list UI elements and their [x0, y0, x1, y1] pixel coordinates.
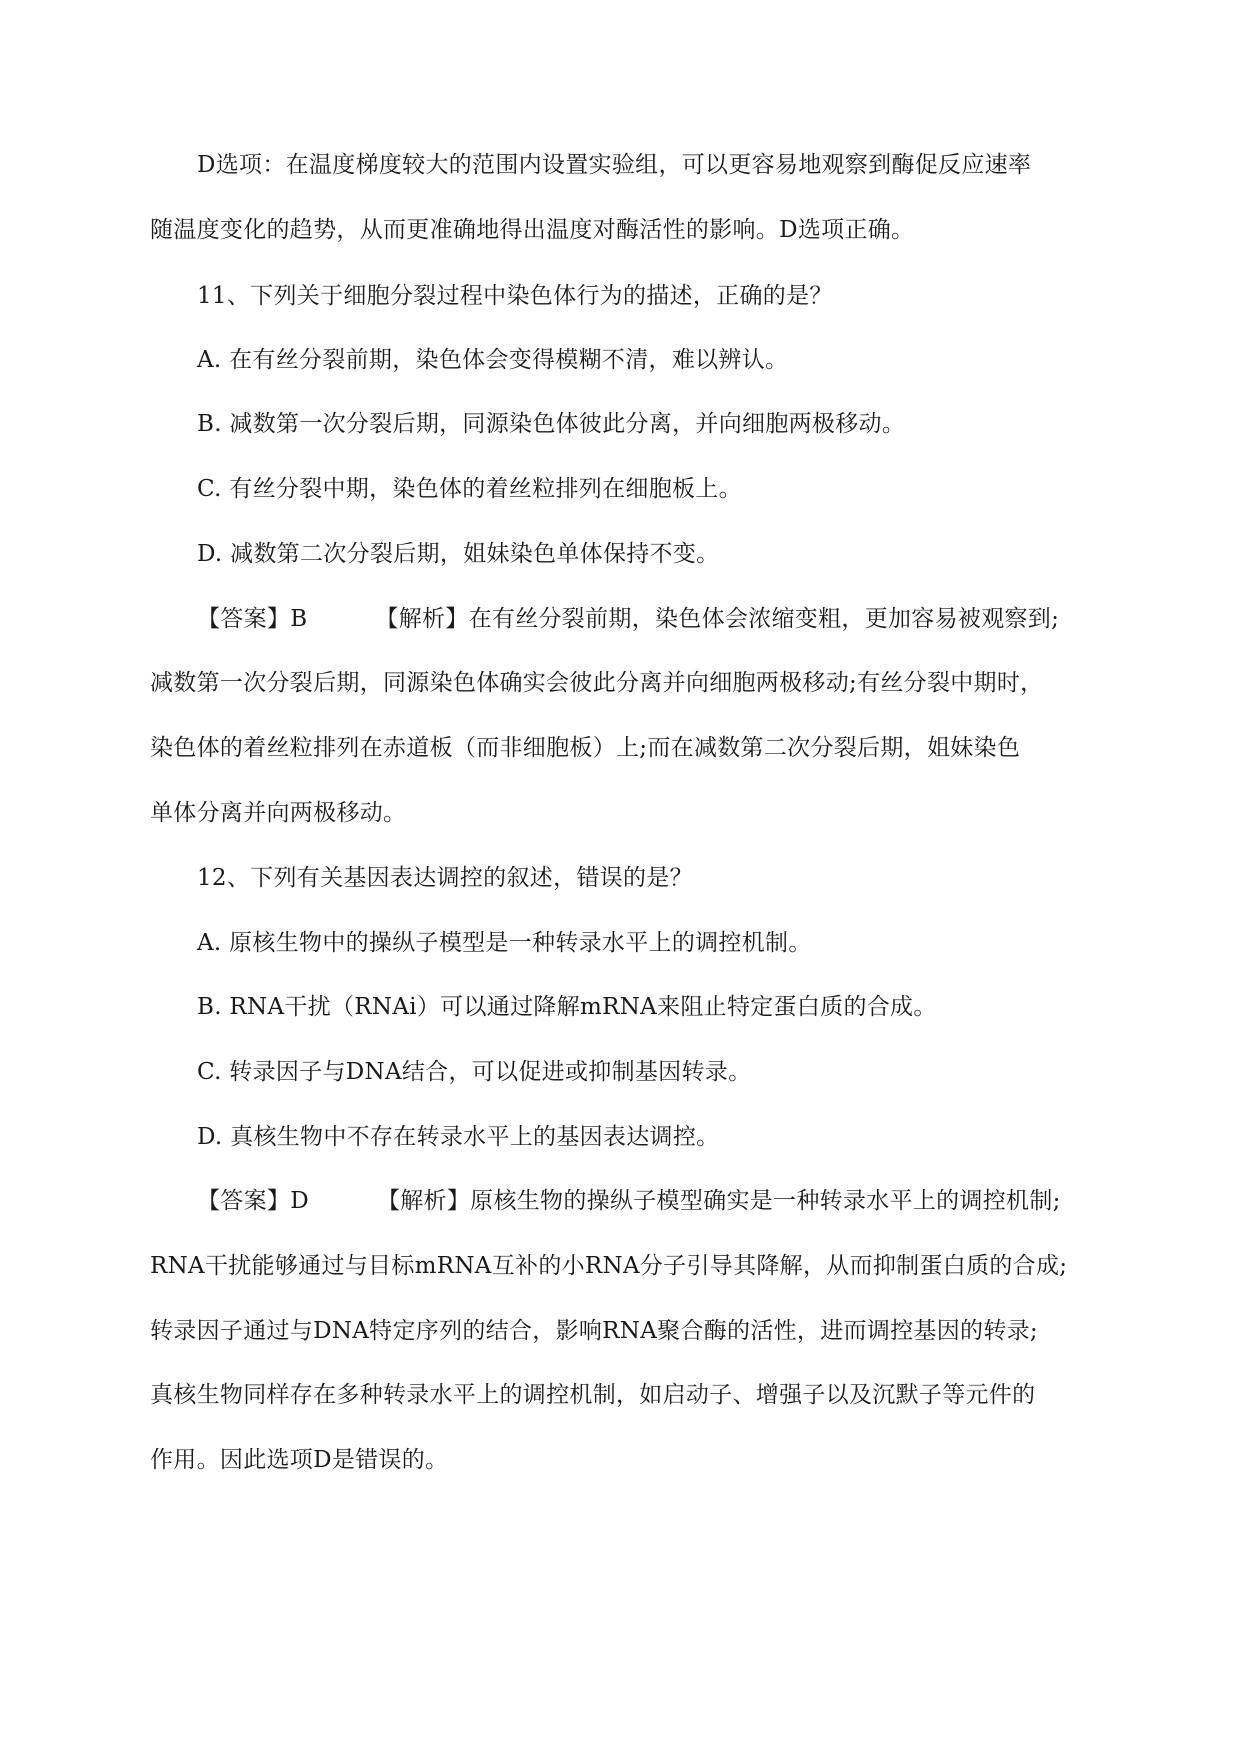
question-12-stem: 12、下列有关基因表达调控的叙述，错误的是？: [197, 865, 693, 891]
paragraph-line: RNA干扰能够通过与目标mRNA互补的小RNA分子引导其降解，从而抑制蛋白质的合成;: [150, 1253, 1068, 1279]
paragraph-line: 作用。因此选项D是错误的。: [150, 1447, 449, 1473]
question-11-option-c: C. 有丝分裂中期，染色体的着丝粒排列在细胞板上。: [197, 476, 742, 502]
question-11-option-a: A. 在有丝分裂前期，染色体会变得模糊不清，难以辨认。: [197, 347, 789, 373]
question-12-option-c: C. 转录因子与DNA结合，可以促进或抑制基因转录。: [197, 1059, 752, 1085]
paragraph-line: D选项：在温度梯度较大的范围内设置实验组，可以更容易地观察到酶促反应速率: [197, 152, 1032, 178]
answer-label: 【答案】B: [197, 606, 308, 632]
question-12-answer-line: [0, 1186, 1241, 1216]
question-12-option-d: D. 真核生物中不存在转录水平上的基因表达调控。: [197, 1124, 720, 1150]
paragraph-line: 随温度变化的趋势，从而更准确地得出温度对酶活性的影响。D选项正确。: [150, 217, 915, 243]
question-12-option-a: A. 原核生物中的操纵子模型是一种转录水平上的调控机制。: [197, 930, 812, 956]
analysis-text: 【解析】原核生物的操纵子模型确实是一种转录水平上的调控机制;: [376, 1188, 1061, 1214]
question-11-option-d: D. 减数第二次分裂后期，姐妹染色单体保持不变。: [197, 541, 720, 567]
question-11-answer-line: [0, 604, 1241, 634]
paragraph-line: 真核生物同样存在多种转录水平上的调控机制，如启动子、增强子以及沉默子等元件的: [150, 1382, 1036, 1408]
question-11-option-b: B. 减数第一次分裂后期，同源染色体彼此分离，并向细胞两极移动。: [197, 411, 906, 437]
answer-label: 【答案】D: [197, 1188, 309, 1214]
paragraph-line: 染色体的着丝粒排列在赤道板（而非细胞板）上;而在减数第二次分裂后期，姐妹染色: [150, 735, 1021, 761]
question-11-stem: 11、下列关于细胞分裂过程中染色体行为的描述，正确的是？: [197, 283, 833, 309]
paragraph-line: 单体分离并向两极移动。: [150, 800, 407, 826]
paragraph-line: 转录因子通过与DNA特定序列的结合，影响RNA聚合酶的活性，进而调控基因的转录;: [150, 1318, 1038, 1344]
question-12-option-b: B. RNA干扰（RNAi）可以通过降解mRNA来阻止特定蛋白质的合成。: [197, 994, 937, 1020]
paragraph-line: 减数第一次分裂后期，同源染色体确实会彼此分离并向细胞两极移动;有丝分裂中期时，: [150, 670, 1044, 696]
analysis-text: 【解析】在有丝分裂前期，染色体会浓缩变粗，更加容易被观察到;: [375, 606, 1060, 632]
